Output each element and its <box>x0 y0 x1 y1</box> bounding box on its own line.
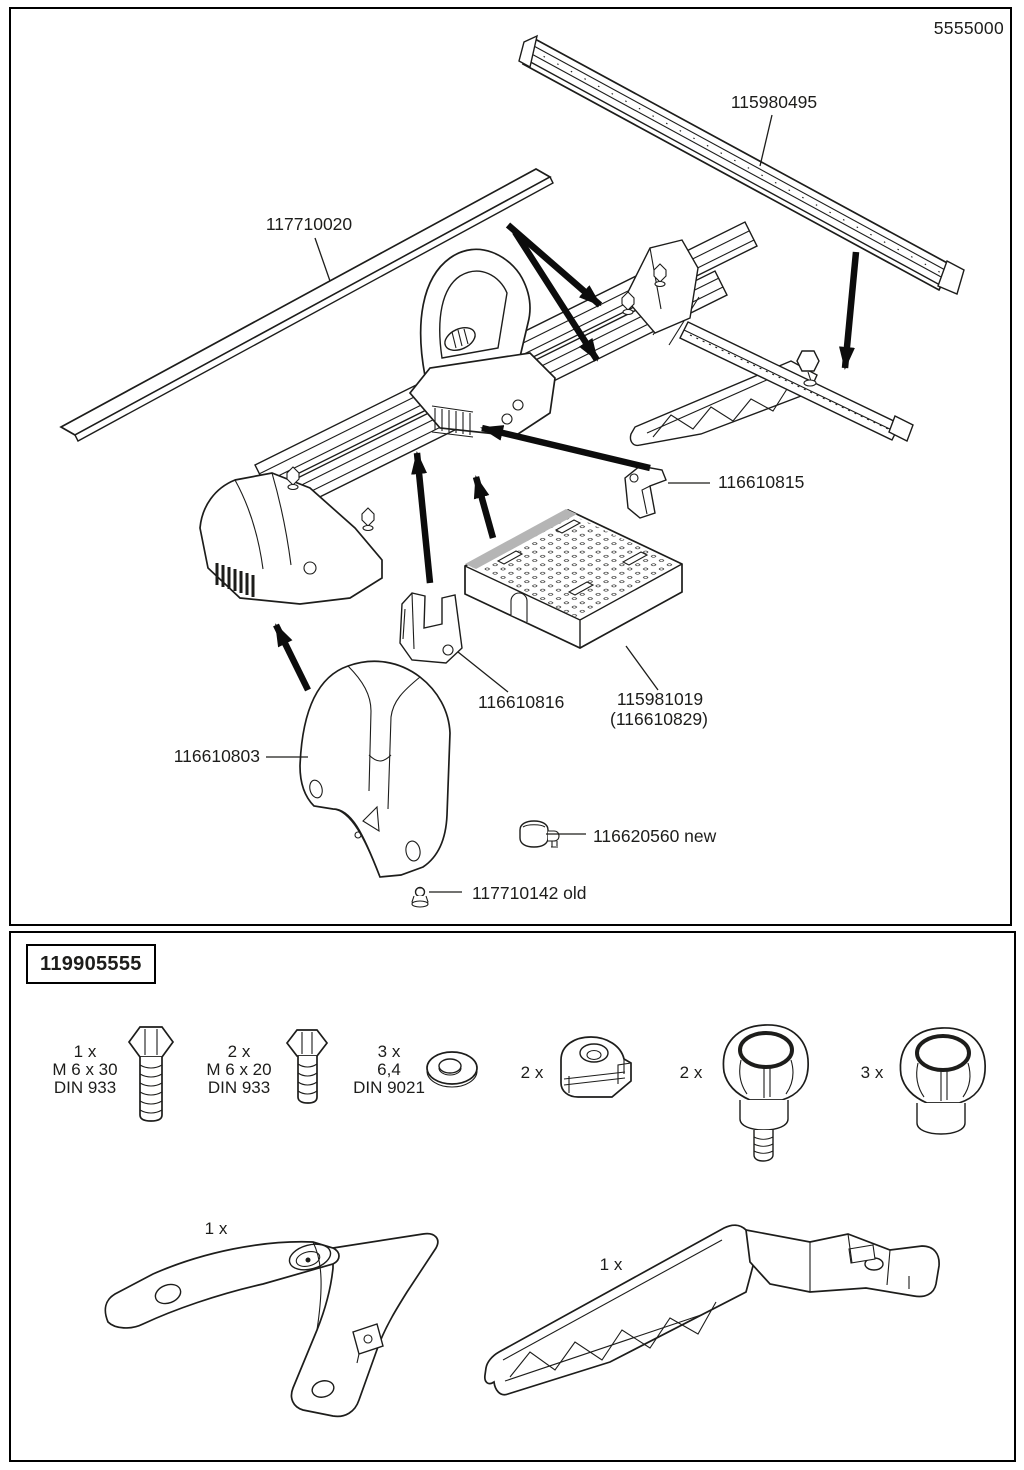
label-clamp-upper: 116610815 <box>718 472 805 492</box>
label-side-cover: 116610803 <box>173 746 260 766</box>
exploded-view-drawing <box>11 9 1010 924</box>
fastener-4-qty: 2 x <box>520 1063 544 1082</box>
label-angle-rail: 115980495 <box>730 92 818 112</box>
label-slide-nut: 116620560 new <box>593 826 717 846</box>
angle-rail-part <box>519 36 964 294</box>
kit-part-1 <box>105 1219 437 1416</box>
fastener-5 <box>680 1025 808 1161</box>
fastener-3 <box>353 1042 477 1097</box>
fastener-1 <box>52 1027 173 1121</box>
fastener-3-qty: 3 x <box>377 1042 401 1061</box>
star-knob-stud-icon <box>723 1025 808 1161</box>
label-ruler: 117710020 <box>265 214 353 234</box>
grid-plate-part <box>465 509 682 648</box>
hardware-kit-drawing <box>11 933 1014 1460</box>
clamp-lower-part <box>400 593 462 663</box>
label-grid-plate: 115981019 <box>616 689 704 709</box>
label-grid-plate-alt: (116610829) <box>610 709 708 729</box>
fastener-3-size: 6,4 <box>377 1060 401 1079</box>
hex-bolt-m6x20-icon <box>287 1030 327 1103</box>
kit-part-1-qty: 1 x <box>204 1219 228 1238</box>
kit-part-2-qty: 1 x <box>599 1255 623 1274</box>
fastener-4 <box>521 1037 631 1097</box>
star-knob-icon <box>900 1028 985 1134</box>
kit-part-2 <box>485 1225 939 1394</box>
fastener-2-qty: 2 x <box>227 1042 251 1061</box>
fastener-2 <box>206 1030 327 1103</box>
washer-icon <box>427 1052 477 1087</box>
slot-nut-icon <box>561 1037 631 1097</box>
support-leg-part <box>485 1225 939 1394</box>
hardware-kit-panel <box>9 931 1016 1462</box>
clamp-upper-part <box>625 466 666 518</box>
label-screw-old: 117710142 old <box>472 883 587 903</box>
label-clamp-lower: 116610816 <box>478 692 565 712</box>
side-cover-part <box>300 661 450 877</box>
exploded-view-panel <box>9 7 1012 926</box>
hex-bolt-m6x30-icon <box>129 1027 173 1121</box>
fastener-1-standard: DIN 933 <box>53 1078 117 1097</box>
fastener-5-qty: 2 x <box>679 1063 703 1082</box>
fastener-1-size: M 6 x 30 <box>52 1060 118 1079</box>
fastener-3-standard: DIN 9021 <box>353 1078 425 1097</box>
fastener-6-qty: 3 x <box>860 1063 884 1082</box>
document-number: 5555000 <box>933 18 1004 38</box>
fastener-2-size: M 6 x 20 <box>206 1060 272 1079</box>
kit-number-box: 119905555 <box>26 944 156 984</box>
old-screw-part <box>412 888 428 908</box>
machine-left-foot <box>200 473 382 604</box>
breaker-foot-part <box>105 1234 437 1417</box>
fastener-2-standard: DIN 933 <box>207 1078 271 1097</box>
fastener-6 <box>861 1028 985 1134</box>
fastener-1-qty: 1 x <box>73 1042 97 1061</box>
